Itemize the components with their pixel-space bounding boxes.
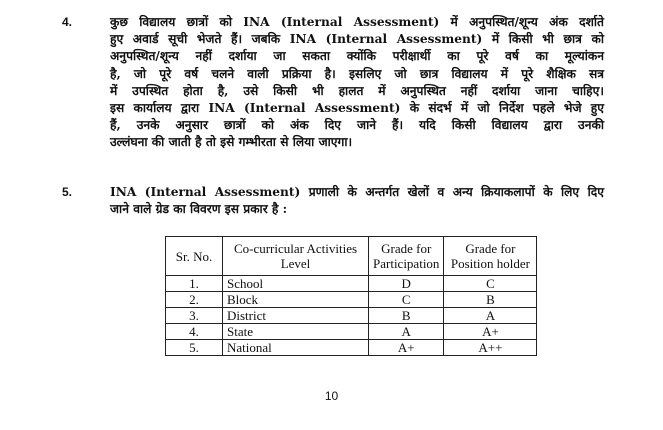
grade-table: [165, 236, 537, 356]
cell-participation-grade: A: [369, 324, 444, 340]
paragraph-4-line: कुछ विद्यालय छात्रों को INA (Internal Assessment) में अनुपस्थित/शून्य अंक दर्शाते: [110, 15, 604, 29]
table-row: [166, 276, 537, 292]
header-sr-no: Sr. No.: [166, 237, 223, 276]
cell-sr-no: 5.: [166, 340, 223, 356]
cell-sr-no: 1.: [166, 276, 223, 292]
paragraph-4-line: अनुपस्थित/शून्य नहीं दर्शाया जा सकता क्योंकि परीक्षार्थी का पूरे वर्ष का मूल्यांकन: [110, 49, 604, 64]
table-row: [166, 340, 537, 356]
paragraph-5-line: INA (Internal Assessment) प्रणाली के अन्तर्गत खेलों व अन्य क्रियाकलापों के लिए दिए: [110, 185, 604, 199]
cell-position-grade: A+: [444, 324, 537, 340]
paragraph-4: [110, 14, 604, 152]
paragraph-4-line: उल्लंघना की जाती है तो इसे गम्भीरता से लिया जाएगा।: [110, 135, 353, 150]
cell-sr-no: 3.: [166, 308, 223, 324]
cell-level: National: [223, 340, 369, 356]
cell-participation-grade: B: [369, 308, 444, 324]
table-row: [166, 324, 537, 340]
header-activity-level: Co-curricular Activities Level: [223, 237, 369, 276]
cell-position-grade: C: [444, 276, 537, 292]
cell-participation-grade: D: [369, 276, 444, 292]
header-grade-position-holder: Grade for Position holder: [444, 237, 537, 276]
paragraph-4-line: हैं, उनके अनुसार छात्रों को अंक दिए जाने हैं। यदि किसी विद्यालय द्वारा उनकी: [110, 118, 604, 133]
paragraph-4-line: इस कार्यालय द्वारा INA (Internal Assessment) के संदर्भ में जो निर्देश पहले भेजे हुए: [110, 100, 604, 115]
cell-position-grade: A: [444, 308, 537, 324]
cell-level: Block: [223, 292, 369, 308]
paragraph-5: [110, 184, 604, 218]
paragraph-4-number: 4.: [62, 15, 73, 29]
grade-table-header-row: [166, 237, 537, 276]
cell-level: School: [223, 276, 369, 292]
cell-position-grade: A++: [444, 340, 537, 356]
paragraph-4-line: में उपस्थित होता है, उसे किसी भी हालत में अनुपस्थित नहीं दर्शाया जाना चाहिए।: [110, 83, 604, 98]
header-grade-participation: Grade for Participation: [369, 237, 444, 276]
cell-sr-no: 4.: [166, 324, 223, 340]
cell-sr-no: 2.: [166, 292, 223, 308]
table-row: [166, 308, 537, 324]
cell-level: District: [223, 308, 369, 324]
cell-participation-grade: A+: [369, 340, 444, 356]
page-number: 10: [324, 389, 339, 403]
cell-participation-grade: C: [369, 292, 444, 308]
cell-position-grade: B: [444, 292, 537, 308]
table-row: [166, 292, 537, 308]
paragraph-4-line: हुए अवार्ड सूची भेजते हैं। जबकि INA (Internal Assessment) में किसी भी छात्र को: [110, 32, 604, 47]
cell-level: State: [223, 324, 369, 340]
paragraph-5-number: 5.: [62, 185, 73, 199]
paragraph-4-line: है, जो पूरे वर्ष चलने वाली प्रक्रिया है। इसलिए जो छात्र विद्यालय में पूरे शैक्षिक सत्र: [110, 66, 604, 81]
paragraph-5-line: जाने वाले ग्रेड का विवरण इस प्रकार है :: [110, 202, 288, 217]
